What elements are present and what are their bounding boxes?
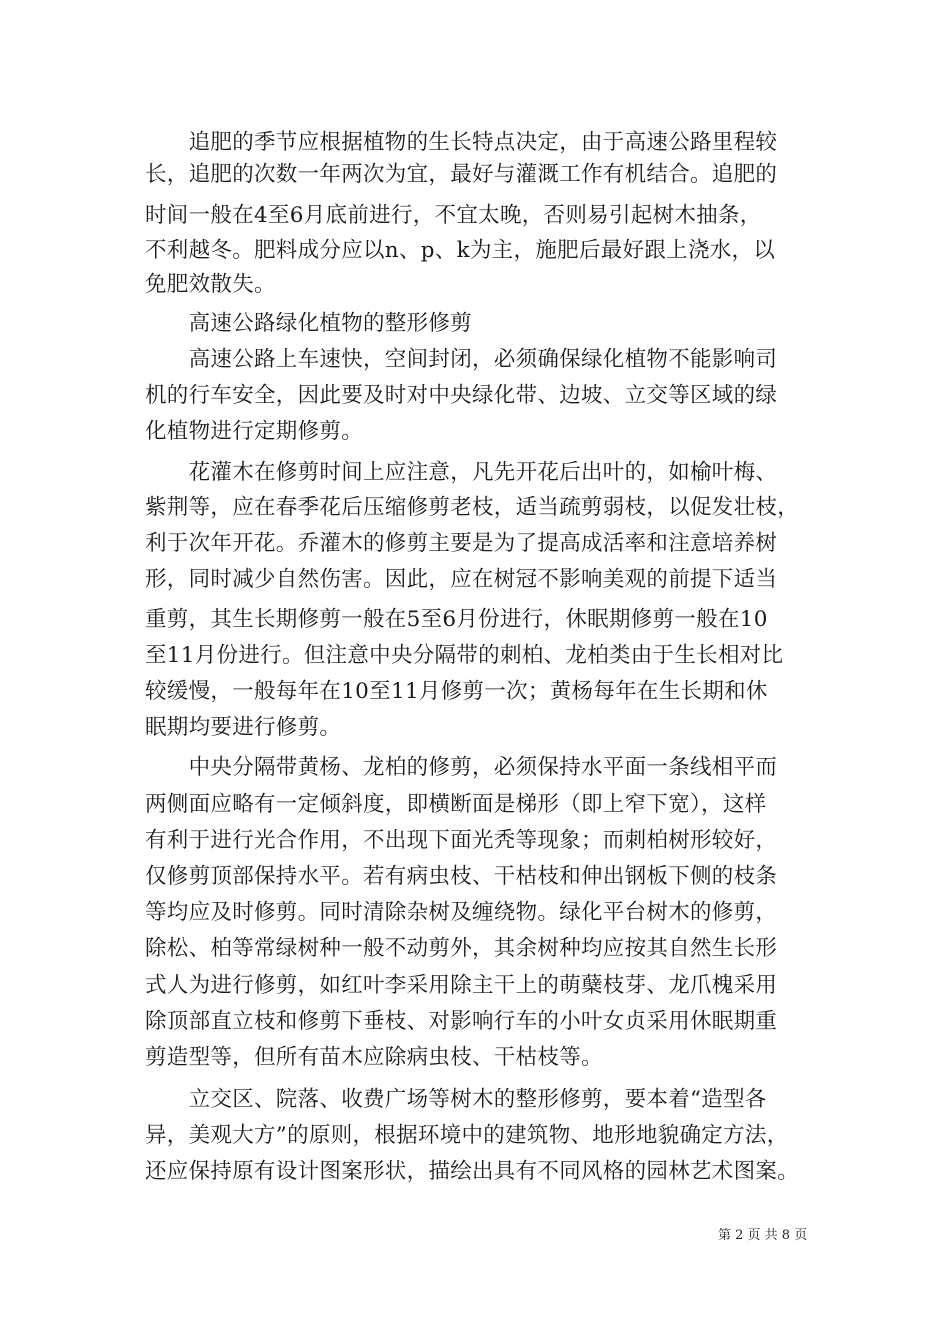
text-line: 眠期均要进行修剪。: [145, 715, 342, 740]
text-line: 不利越冬。肥料成分应以n、p、k为主，施肥后最好跟上浇水，以: [145, 238, 776, 263]
text-line: 形，同时减少自然伤害。因此，应在树冠不影响美观的前提下适当: [145, 567, 778, 592]
text-line: 较缓慢，一般每年在10至11月修剪一次；黄杨每年在生长期和休: [145, 679, 768, 704]
text-line: 除松、柏等常绿树种一般不动剪外，其余树种均应按其自然生长形: [145, 936, 778, 961]
text-line: 长，追肥的次数一年两次为宜，最好与灌溉工作有机结合。追肥的: [145, 162, 778, 187]
text-line: 花灌木在修剪时间上应注意，凡先开花后出叶的，如榆叶梅、: [145, 460, 778, 485]
text-line: 两侧面应略有一定倾斜度，即横断面是梯形（即上窄下宽），这样: [145, 792, 767, 817]
text-line: 仅修剪顶部保持水平。若有病虫枝、干枯枝和伸出钢板下侧的枝条: [145, 864, 778, 889]
text-line: 追肥的季节应根据植物的生长特点决定，由于高速公路里程较: [145, 130, 778, 155]
text-line: 至11月份进行。但注意中央分隔带的刺柏、龙柏类由于生长相对比: [145, 643, 784, 668]
text-line: 异，美观大方”的原则，根据环境中的建筑物、地形地貌确定方法，: [145, 1123, 789, 1148]
text-line: 还应保持原有设计图案形状，描绘出具有不同风格的园林艺术图案。: [145, 1159, 800, 1184]
page-number: 第 2 页 共 8 页: [718, 1228, 808, 1243]
text-line: 利于次年开花。乔灌木的修剪主要是为了提高成活率和注意培养树: [145, 531, 778, 556]
text-line: 化植物进行定期修剪。: [145, 419, 364, 444]
text-line: 除顶部直立枝和修剪下垂枝、对影响行车的小叶女贞采用休眠期重: [145, 1009, 778, 1034]
text-line: 等均应及时修剪。同时清除杂树及缠绕物。绿化平台树木的修剪，: [145, 900, 778, 925]
text-line: 式人为进行修剪，如红叶李采用除主干上的萌蘖枝芽、龙爪槐采用: [145, 973, 778, 998]
text-line: 有利于进行光合作用，不出现下面光秃等现象；而刺柏树形较好，: [145, 828, 778, 853]
text-line: 免肥效散失。: [145, 272, 276, 297]
text-line: 重剪，其生长期修剪一般在5至6月份进行，休眠期修剪一般在10: [145, 607, 768, 632]
text-line: 剪造型等，但所有苗木应除病虫枝、干枯枝等。: [145, 1045, 603, 1070]
text-line: 高速公路上车速快，空间封闭，必须确保绿化植物不能影响司: [145, 347, 778, 372]
text-line: 紫荆等，应在春季花后压缩修剪老枝，适当疏剪弱枝，以促发壮枝，: [145, 495, 800, 520]
text-line: 中央分隔带黄杨、龙柏的修剪，必须保持水平面一条线相平而: [145, 755, 778, 780]
section-heading: 高速公路绿化植物的整形修剪: [145, 311, 473, 336]
text-line: 时间一般在4至6月底前进行，不宜太晚，否则易引起树木抽条，: [145, 203, 762, 228]
text-line: 立交区、院落、收费广场等树木的整形修剪，要本着“造型各: [145, 1087, 767, 1112]
text-line: 机的行车安全，因此要及时对中央绿化带、边坡、立交等区域的绿: [145, 383, 778, 408]
